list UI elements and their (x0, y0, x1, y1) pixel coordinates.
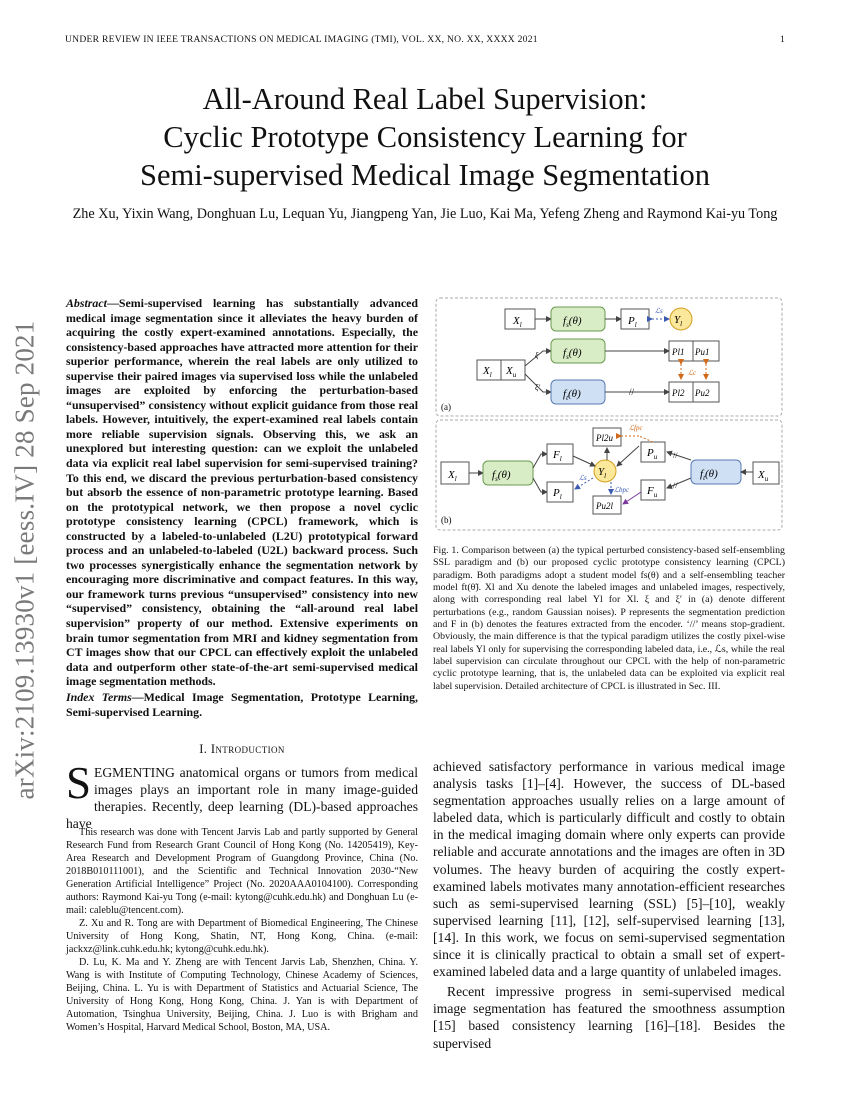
running-header (65, 34, 785, 45)
loss-fpc-label: ℒfpc (629, 424, 643, 432)
index-terms (66, 690, 418, 719)
xi-label: ξ (535, 351, 539, 360)
yl-label-b: $Y_l$ (598, 466, 607, 480)
stopgrad-a: // (629, 387, 635, 397)
fs-label: $f_s(\theta)$ (563, 315, 582, 329)
fs-label-b: $f_s(\theta)$ (492, 469, 511, 483)
running-header-text: UNDER REVIEW IN IEEE TRANSACTIONS ON MEDICAL IMAGING (TMI), VOL. XX, NO. XX, XXXX 2021 (65, 34, 538, 45)
ft-label-b: $f_t(\theta)$ (700, 468, 718, 482)
intro-paragraph (66, 758, 418, 832)
xi-prime-label: ξ′ (535, 383, 541, 392)
title-line-1: All-Around Real Label Supervision: (202, 82, 648, 116)
fl-label: $F_l$ (553, 449, 562, 463)
yl-label: $Y_l$ (674, 314, 683, 328)
arxiv-stamp (8, 300, 42, 820)
fu-label: $F_u$ (647, 485, 658, 499)
xl-label: $X_l$ (513, 315, 522, 329)
paper-title (0, 80, 850, 194)
pu1-label: Pu1 (695, 347, 710, 357)
page-number: 1 (779, 34, 785, 45)
stopgrad-b1: // (673, 451, 678, 460)
ft-label-a: $f_t(\theta)$ (563, 388, 581, 402)
xl-label-a: $X_l$ (483, 365, 492, 379)
loss-s-label-b: ℒs (579, 474, 587, 482)
pl-label-b: $P_l$ (553, 487, 562, 501)
figure-1-diagram (433, 296, 785, 536)
pl1-label: Pl1 (672, 347, 685, 357)
footnote-funding: This research was done with Tencent Jarvis Lab and partly supported by General Research Fund from Research Grant Council of Hong Kong (No. 14205419), Key-Area Research and Development Program of Guangdong Province, China (No. 2018B010111001), and the Scientific and Technical Innovation 2030-“New Generation Artificial Intelligence” Project (No. 2020AAA0104100). Corresponding authors: Raymond Kai-yu Tong (e-mail: kytong@cuhk.edu.hk) and Donghuan Lu (e-mail: caleblu@tencent.com). (66, 827, 418, 916)
pu2-label: Pu2 (695, 388, 710, 398)
abstract-label: Abstract (66, 296, 107, 310)
abstract-text: —Semi-supervised learning has substantially advanced medical image segmentation since it alleviates the heavy burden of acquiring the costly expert-examined annotations. Especially, the consistency-based approaches have attracted more attention for their superior performance, wherein the real labels are only utilized to supervise their paired images via supervised loss while the unlabeled images are exploited by enforcing the perturbation-based “unsupervised” consistency without explicit guidance from those real labels. However, intuitively, the expert-examined real labels contain more reliable supervision signals. Observing this, we ask an unexplored but interesting question: can we exploit the unlabeled data via explicit real label supervision for semi-supervised training? To this end, we discard the previous perturbation-based consistency but absorb the essence of non-parametric prototype learning. Based on the prototypical network, we then propose a novel cyclic prototype consistency learning (CPCL) framework, which is constructed by a labeled-to-unlabeled (L2U) prototypical forward process and an unlabeled-to-labeled (U2L) backward process. Such two processes synergistically enhance the segmentation network by encouraging more discriminative and compact features. In this way, our framework turns previous “unsupervised” consistency into new “supervised” consistency, obtaining the “all-around real label supervision” property of our method. Extensive experiments on brain tumor segmentation from MRI and kidney segmentation from CT images show that our CPCL can effectively exploit the unlabeled data and outperform other state-of-the-art semi-supervised medical image segmentation methods. (66, 296, 418, 689)
pl2-label: Pl2 (672, 388, 685, 398)
pu2l-label: Pu2l (596, 501, 613, 511)
section-heading (66, 742, 418, 757)
xl-label-b: $X_l$ (448, 469, 457, 483)
loss-bpc-label: ℒbpc (614, 486, 630, 494)
index-terms-text: —Medical Image Segmentation, Prototype Learning, Semi-supervised Learning. (66, 690, 418, 719)
footnote-affiliation-2: D. Lu, K. Ma and Y. Zheng are with Tencent Jarvis Lab, Shenzhen, China. Y. Wang is with Institute of Computing Technology, Chinese Academy of Sciences, Beijing, China. L. Yu is with Department of Statistics and Actuarial Science, The University of Hong Kong, Hong Kong, China. J. Yan is with Department of Automation, Tsinghua University, Beijing, China. J. Luo is with Brigham and Women’s Hospital, Harvard Medical School, Boston, MA, USA. (66, 957, 418, 1033)
panel-b-label: (b) (441, 515, 452, 525)
arxiv-id: arXiv:2109.13930v1 [eess.IV] 28 Sep 2021 (9, 320, 40, 800)
body-paragraph-2: Recent impressive progress in semi-supervised medical image segmentation has featured the smoothness assumption [15] based consistency learning [16]–[18]. Besides the supervised (433, 984, 785, 1051)
pu-label: $P_u$ (647, 447, 658, 461)
xu-label-a: $X_u$ (506, 365, 517, 379)
intro-text: EGMENTING anatomical organs or tumors from medical images plays an important role in many image-guided therapies. Recently, deep learning (DL)-based approaches have (66, 765, 418, 832)
title-line-2: Cyclic Prototype Consistency Learning for (163, 120, 687, 154)
section-title: Introduction (210, 742, 285, 756)
loss-c-label: ℒc (688, 369, 697, 377)
abstract (66, 296, 418, 689)
panel-a-label: (a) (441, 402, 451, 412)
index-terms-label: Index Terms (66, 690, 132, 704)
footnote-affiliation-1: Z. Xu and R. Tong are with Department of Biomedical Engineering, The Chinese University of Hong Kong, Shatin, NT, Hong Kong, China. (e-mail: jackxz@link.cuhk.edu.hk; kytong@cuhk.edu.hk). (66, 918, 418, 955)
panel-a-frame (436, 298, 782, 416)
title-line-3: Semi-supervised Medical Image Segmentation (139, 158, 711, 192)
drop-cap: S (66, 758, 92, 808)
pl-label: $P_l$ (628, 315, 637, 329)
body-paragraph-1: achieved satisfactory performance in various medical image analysis tasks [1]–[4]. However, the success of DL-based segmentation approaches usually relies on a large amount of labeled data, which is particularly difficult and costly to obtain in the medical imaging domain where only experts can provide reliable and accurate annotations and the images are often in 3D volumes. The heavy burden of acquiring the costly expert-examined labels motivates many annotation-efficient researches such as semi-supervised learning (SSL) [5]–[10], weakly supervised learning [11], [12], self-supervised learning [13], [14]. In this work, we focus on semi-supervised segmentation since it is clinically practical to obtain a small set of expert-examined labeled data and a large quantity of unlabeled images. (433, 759, 785, 980)
section-number: I. (199, 742, 208, 756)
author-list: Zhe Xu, Yixin Wang, Donghuan Lu, Lequan Yu, Jiangpeng Yan, Jie Luo, Kai Ma, Yefeng Zheng and Raymond Kai-yu Tong (72, 206, 778, 222)
loss-s-label: ℒs (655, 307, 663, 315)
stopgrad-b2: // (673, 481, 678, 490)
figure-1 (433, 296, 785, 536)
footnotes (66, 826, 418, 1034)
right-column-body (433, 758, 785, 1052)
fs-label-a: $f_s(\theta)$ (563, 347, 582, 361)
xu-label-b: $X_u$ (758, 469, 769, 483)
figure-caption: Fig. 1. Comparison between (a) the typical perturbed consistency-based self-ensembling SSL paradigm and (b) our proposed cyclic prototype consistency learning (CPCL) paradigm. Both paradigms adopt a student model fs(θ) and a self-ensembling teacher model ft(θ̃). Xl and Xu denote the labeled images and unlabeled images, respectively, along with corresponding real label Yl for Xl. ξ and ξ′ in (a) denote different perturbations (e.g., random Gaussian noises). P represents the segmentation prediction and F in (b) denotes the features extracted from the encoder. ‘//’ means stop-gradient. Obviously, the main difference is that the typical paradigm utilizes the costly pixel-wise real labels Yl only for supervising the corresponding labeled data, i.e., ℒs, while the real label supervision can circulate throughout our CPCL with the help of non-parametric cyclic prototype learning, that is, the unlabeled data can be exploited via explicit real label supervision. Detailed architecture of CPCL is illustrated in Sec. III. (433, 545, 785, 692)
pl2u-label: Pl2u (596, 433, 613, 443)
